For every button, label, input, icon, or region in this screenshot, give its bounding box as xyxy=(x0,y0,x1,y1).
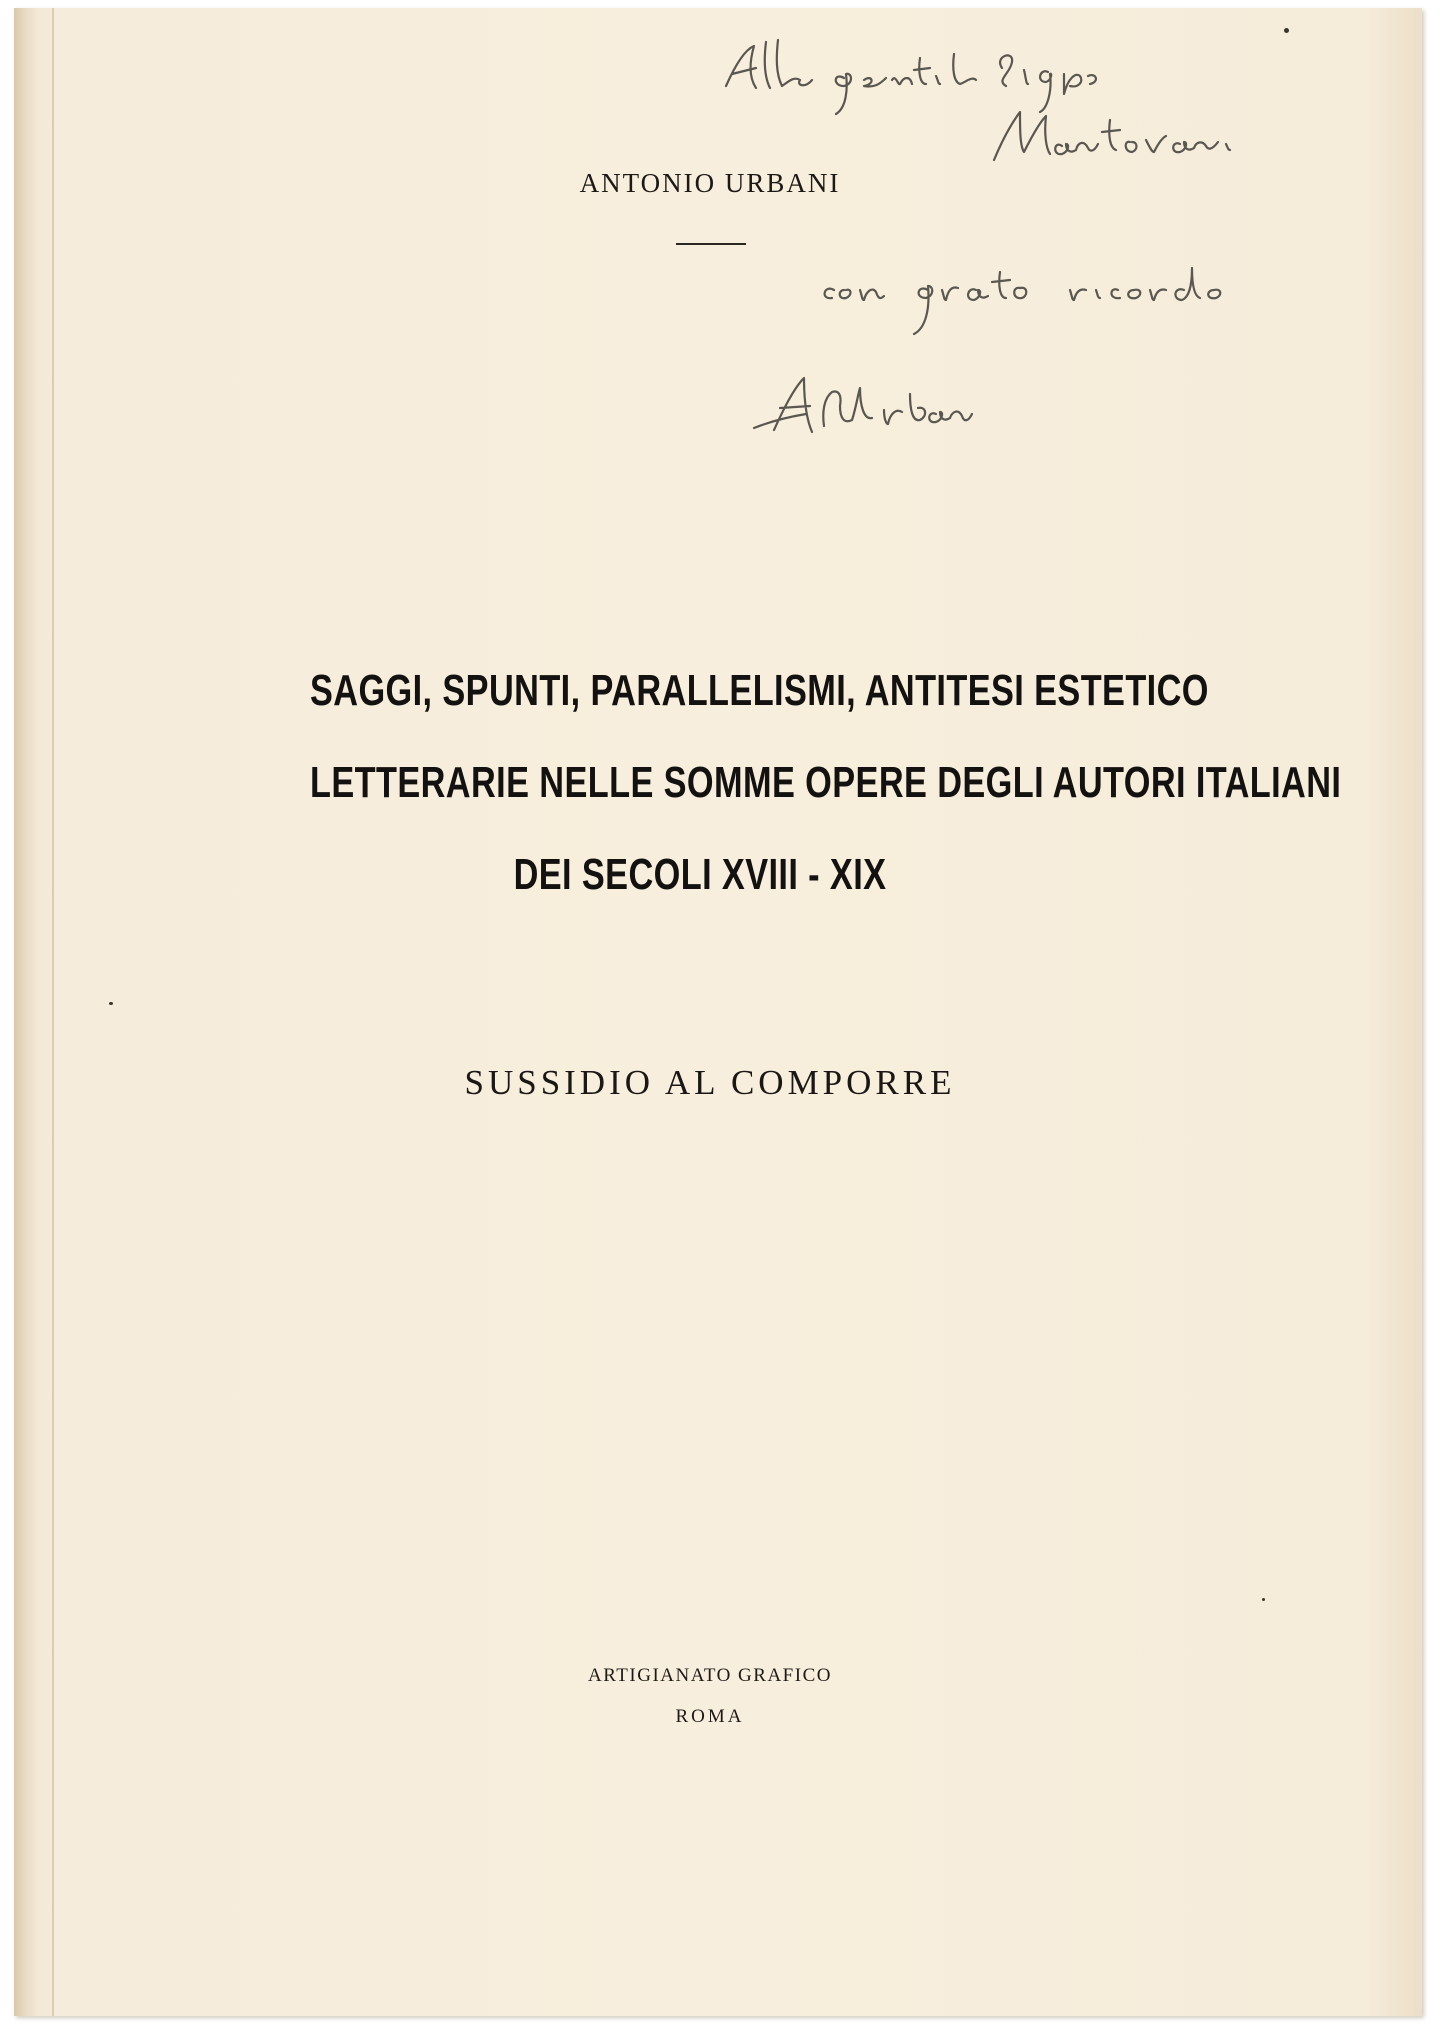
book-title xyxy=(200,645,1342,921)
publisher-name: ARTIGIANATO GRAFICO xyxy=(588,1665,832,1686)
handwritten-dedication xyxy=(714,28,1434,468)
author-name: ANTONIO URBANI xyxy=(579,168,841,198)
page-fold-line xyxy=(52,8,54,2016)
publisher-city: ROMA xyxy=(675,1706,745,1727)
paper-speck xyxy=(1284,28,1289,33)
paper-speck xyxy=(109,1002,113,1005)
paper-speck xyxy=(1262,1598,1265,1601)
subtitle: SUSSIDIO AL COMPORRE xyxy=(464,1063,956,1102)
author-divider xyxy=(676,243,746,245)
dedication-line-3 xyxy=(825,289,884,300)
title-line: SAGGI, SPUNTI, PARALLELISMI, ANTITESI ESTETICO xyxy=(310,666,1209,715)
dedication-signature xyxy=(754,378,972,432)
dedication-line-1 xyxy=(726,40,812,88)
title-line: DEI SECOLI XVIII - XIX xyxy=(513,850,887,899)
title-line: LETTERARIE NELLE SOMME OPERE DEGLI AUTORI ITALIANI xyxy=(310,758,1342,807)
dedication-line-2 xyxy=(994,112,1230,160)
spine-edge xyxy=(14,8,38,2016)
